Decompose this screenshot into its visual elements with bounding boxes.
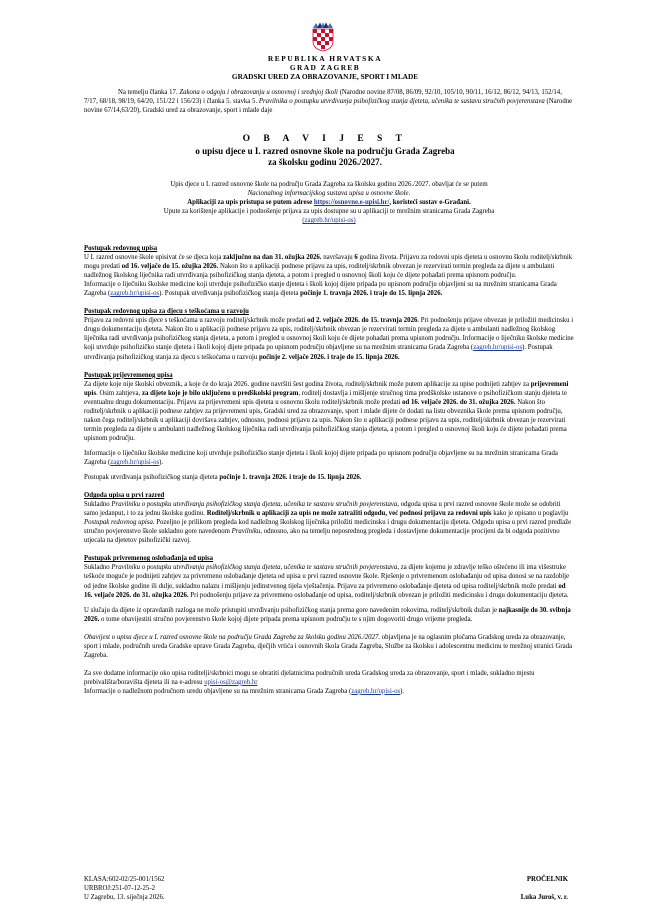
document-reference <box>84 875 165 902</box>
legal-basis-paragraph: Na temelju članka 17. Zakona o odgoju i obrazovanju u osnovnoj i srednjoj školi (Narodne novine 87/08, 86/09, 92/10, 105/10, 90/11, 16/12, 86/12, 94/13, 152/14, 7/17, 68/18, 98/19, 64/20, 151/22 i 156/23) i članka 5. stavka 5. Pravilnika o postupku utvrđivanja psihofizičkog stanja djeteta, učenika te sastavu stručnih povjerenstava (Narodne novine 67/14,63/20), Gradski ured za obrazovanje, sport i mlade daje <box>84 89 573 115</box>
upisi-os-link[interactable]: zagreb.hr/upisi-os <box>110 458 160 466</box>
notice-body <box>84 244 574 696</box>
urbroj: URBROJ:251-07-12-25-2 <box>84 885 155 893</box>
section-regular-enrollment: Postupak redovnog upisa U I. razred osnovne škole upisivat će se djeca koja zaključno na dan 31. ožujka 2026. navršavaju 6 godina života. Prijavu za redovni upis djeteta u osnovnu školu roditelj/skrbnik mogu predati od 16. veljače do 15. ožujka 2026. Nakon što u aplikaciji podnese prijavu za upis, roditelj/skrbnik obvezan je rezervirati termin pregleda za dijete u ambulanti nadležnog školskog liječnika radi utvrđivanja psihofizičkog stanja djeteta, a potom i pregled u osnovnoj školi koju će dijete pohađati prema upisnom području. Informacije o liječniku školske medicine koji utvrđuje psihofizičko stanje djeteta i školi kojoj dijete pripada po upisnom području objavljeni su na mrežnim stranicama Grada Zagreba (zagreb.hr/upisi-os). Postupak utvrđivanja psihofizičkog stanja djeteta počinje 1. travnja 2026. i traje do 15. lipnja 2026. <box>84 245 573 298</box>
header-republic: REPUBLIKA HRVATSKA <box>267 54 383 63</box>
section-early-enrollment: Postupak prijevremenog upisa Za dijete koje nije školski obveznik, a koje će do kraja 2026. godine navršiti šest godina života, roditelj/skrbnik može putem aplikacije za upise podnijeti zahtjev za prijevremeni upis. Osim zahtjeva, za dijete koje je bilo uključeno u predškolski program, roditelj dostavlja i mišljenje stručnog tima predškolske ustanove o psihofizičkom stanju djeteta te eventualnu drugu dokumentaciju. Prijavu za prijevremeni upis djeteta u osnovnu školu roditelj/skrbnik može predati od 16. veljače 2026. do 31. ožujka 2026. Nakon što roditelj/skrbnik u aplikaciji podnese zahtjev za prijevremeni upis, Gradski ured za obrazovanje, sport i mlade dijete će dodati na listu obveznika škole prema upisnom području, nakon čega roditelj/skrbnik u aplikaciji dovršava zahtjev, odnosno, podnosi prijavu za upis. Nakon što u aplikaciji podnese prijavu za upis, roditelj/skrbnik obvezan je rezervirati termin pregleda za dijete u ambulanti nadležnog školskog liječnika radi utvrđivanja psihofizičkog stanja djeteta, a potom i pregled u osnovnoj školi koju će dijete pohađati prema upisnom području. Informacije o liječniku školske medicine koji utvrđuje psihofizičko stanje djeteta i školi kojoj dijete pripada po upisnom području objavljene su na mrežnim stranicama Grada Zagreba (zagreb.hr/upisi-os). Postupak utvrđivanja psihofizičkog stanja djeteta počinje 1. travnja 2026. i traje do 15. lipnja 2026. <box>84 371 574 483</box>
upisi-os-link[interactable]: zagreb.hr/upisi-os <box>351 687 401 695</box>
notice-subtitle: o upisu djece u I. razred osnovne škole na području Grada Zagreba za školsku godinu 2026./2027. <box>195 146 455 167</box>
section-temporary-exemption: Postupak privremenog oslobađanja od upisa Sukladno Pravilniku o postupku utvrđivanja psihofizičkog stanja djeteta, učenika te sastavu stručnih povjerenstava, za dijete kojemu je zdravlje teško oštećeno ili ima višestruke teškoće moguće je podnijeti zahtjev za privremeno oslobađanje djeteta od upisa u prvi razred osnovne škole. Rješenje o privremenom oslobađanju od upisa donosi se na razdoblje od jedne školske godine ili dulje, sukladno nalazu i mišljenju jedinstvenog tijela vještačenja. Prijavu za privremeno oslobađanje djeteta od upisa roditelj/skrbnik može predati od 16. veljače 2026. do 31. ožujka 2026. Pri podnošenju prijave za privremeno oslobađanje od upisa, roditelj/skrbnik obvezan je priložiti medicinsku i drugu dokumentaciju djeteta. U slučaju da dijete iz opravdanih razloga ne može pristupiti utvrđivanju psihofizičkog stanja prema gore navedenim rokovima, roditelj/skrbnik dužan je najkasnije do 30. svibnja 2026. o tome obavijestiti stručno povjerenstvo škole kojoj dijete pripada prema upisnom području te s njim dogovoriti drugo vrijeme pregleda. <box>84 554 574 623</box>
section-heading: Postupak redovnog upisa <box>84 245 158 252</box>
header-office: GRADSKI URED ZA OBRAZOVANJE, SPORT I MLADE <box>231 72 419 81</box>
application-info: Upis djece u I. razred osnovne škole na području Grada Zagreba za školsku godinu 2026./2027. obavljat će se putem Nacionalnog informacijskog sustava upisa u osnovne škole. Aplikaciji za upis pristupa se putem adrese https://osnovne.e-upisi.hr/, koristeći sustav e-Građani. Upute za korištenje aplikacije i podnošenje prijava za upis dostupne su u aplikaciji te mrežnim stranicama Grada Zagreba (zagreb.hr/upisi-os) <box>163 181 495 225</box>
header-city: GRAD ZAGREB <box>289 63 361 72</box>
signatory-role: PROČELNIK <box>526 876 568 883</box>
e-upisi-link[interactable]: https://osnovne.e-upisi.hr/ <box>313 199 390 207</box>
notice-title: O B A V I J E S T <box>242 134 408 144</box>
klasa: KLASA:602-02/25-001/1562 <box>84 876 165 883</box>
section-heading: Odgoda upisa u prvi razred <box>84 492 165 500</box>
signature-block <box>521 875 568 902</box>
croatian-coat-of-arms-icon <box>312 22 334 52</box>
section-heading: Postupak prijevremenog upisa <box>84 371 173 379</box>
publication-note: Obavijest o upisu djece u I. razred osnovne škole na području Grada Zagreba za školsku godinu 2026./2027. objavljena je na oglasnim pločama Gradskog ureda za obrazovanje, sport i mlade, područnih ureda Gradske uprave Grada Zagreba, dječjih vrtića i osnovnih škola Grada Zagreba, Službe za školsku i adolescentnu medicinu te mrežnoj stranici Grada Zagreba. <box>84 633 573 659</box>
upisi-os-link[interactable]: zagreb.hr/upisi-os <box>110 290 160 298</box>
upisi-os-link[interactable]: (zagreb.hr/upisi-os) <box>302 217 356 225</box>
section-heading: Postupak redovnog upisa za djecu s teškoćama u razvoju <box>84 308 249 316</box>
contact-info: Za sve dodatne informacije oko upisa roditelji/skrbnici mogu se obratiti djelatnicima područnih ureda Gradskog ureda za obrazovanje, sport i mlade, sukladno mjestu prebivališta/boravišta djeteta ili na e-adresu upisi-os@zagreb.hr Informacije o nadležnom područnom uredu objavljene su na mrežnim stranicama Grada Zagreba (zagreb.hr/upisi-os). <box>84 669 535 695</box>
section-postponement: Odgoda upisa u prvi razred Sukladno Pravilniku o postupku utvrđivanja psihofizičkog stanja djeteta, učenika te sastavu stručnih povjerenstava, odgoda upisa u prvi razred osnovne škole može se odobriti samo jedanput, i to za jednu školsku godinu. Roditelj/skrbnik u aplikaciji za upis ne može zatražiti odgodu, već podnosi prijavu za redovni upis kako je opisano u poglavlju Postupak redovnog upisa. Pozeljno je prilikom pregleda kod nadležnog školskog liječnika priložiti medicinsku i drugu dokumentaciju djeteta. Odgodu upisa u prvi razred predlaže stručno povjerenstvo škole sukladno gore navedenom Pravilniku, odnosno, ako na temelju neposrednog pregleda i dostavljene dokumentacije procijeni da bi odgoda pozitivno utjecala na djetetov psihofizički razvoj. <box>84 491 574 545</box>
place-date: U Zagrebu, 13. siječnja 2026. <box>84 894 165 902</box>
signatory-name: Luka Juroš, v. r. <box>520 894 568 902</box>
upisi-os-link[interactable]: zagreb.hr/upisi-os <box>473 344 523 352</box>
section-heading: Postupak privremenog oslobađanja od upisa <box>84 555 214 563</box>
email-link[interactable]: upisi-os@zagreb.hr <box>204 678 258 686</box>
section-disabilities-enrollment: Postupak redovnog upisa za djecu s teškoćama u razvoju Prijavu za redovni upis djece s teškoćama u razvoju roditelj/skrbnik može predati od 2. veljače 2026. do 15. travnja 2026. Pri podnošenju prijave obvezan je priložiti medicinsku i drugu dokumentaciju djeteta. Nakon što u aplikaciji podnese prijavu za upis, roditelj/skrbnik obvezan je rezervirati termin pregleda za dijete u ambulanti nadležnog školskog liječnika radi utvrđivanja psihofizičkog stanja djeteta, a potom i pregled u osnovnoj školi koju će dijete pohađati prema upisnom području. Informacije o liječniku školske medicine koji utvrđuje psihofizičko stanje djeteta i školi kojoj dijete pripada po upisnom području objavljene su na mrežnim stranicama Grada Zagreba (zagreb.hr/upisi-os). Postupak utvrđivanja psihofizičkog stanja za djecu s teškoćama u razvoju počinje 2. veljače 2026. i traje do 15. lipnja 2026. <box>84 308 574 361</box>
